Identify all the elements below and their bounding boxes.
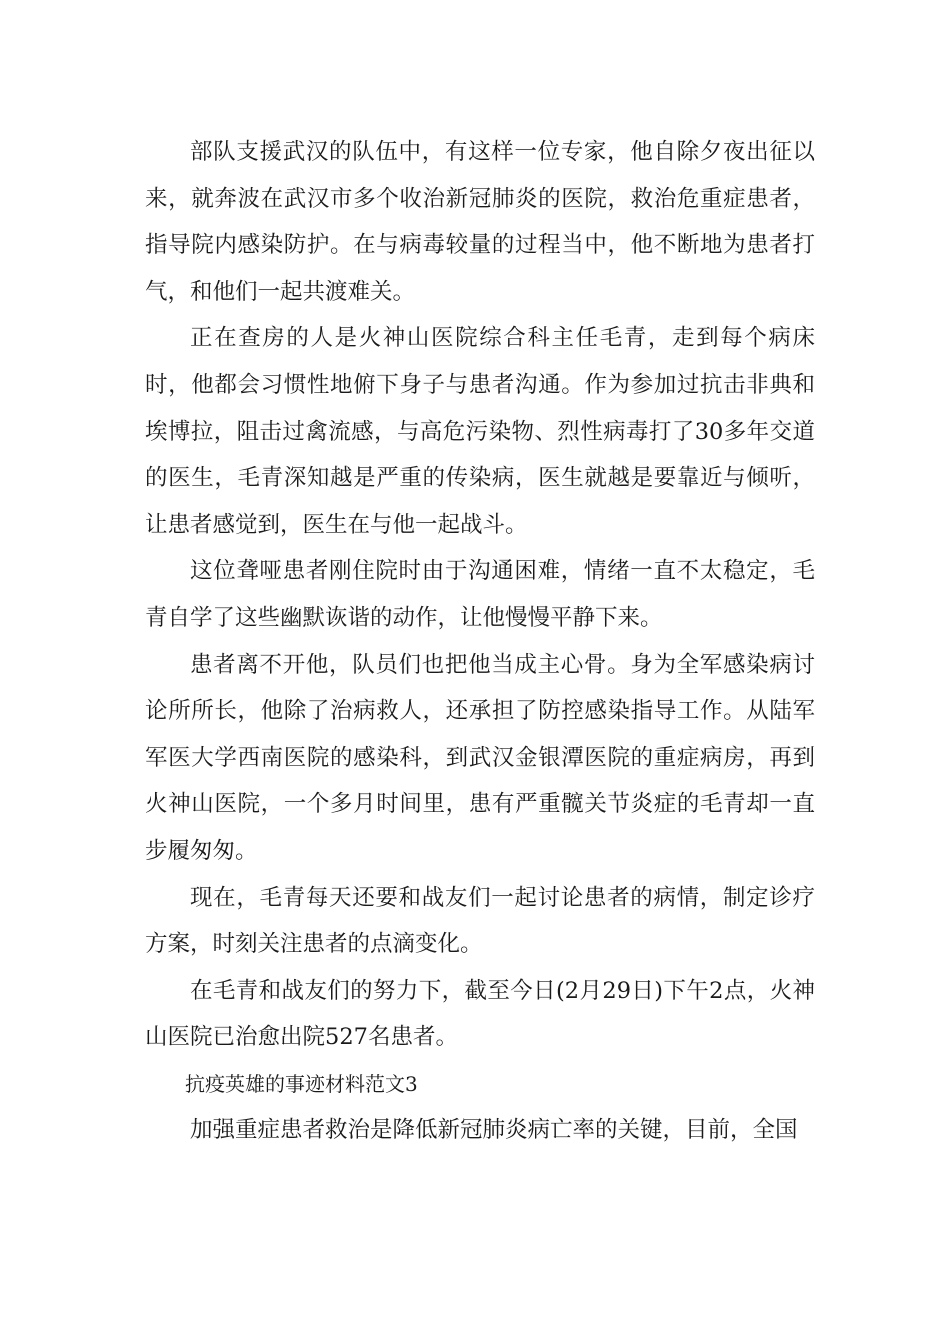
paragraph-1: 部队支援武汉的队伍中，有这样一位专家，他自除夕夜出征以来，就奔波在武汉市多个收治新冠肺炎的医院，救治危重症患者，指导院内感染防护。在与病毒较量的过程当中，他不断地为患者打气，和他们一起共渡难关。 — [145, 139, 815, 305]
paragraph-4: 患者离不开他，队员们也把他当成主心骨。身为全军感染病讨论所所长，他除了治病救人，还承担了防控感染指导工作。从陆军军医大学西南医院的感染科，到武汉金银潭医院的重症病房，再到火神山医院，一个多月时间里，患有严重髋关节炎症的毛青却一直步履匆匆。 — [145, 651, 815, 864]
paragraph-6: 在毛青和战友们的努力下，截至今日(2月29日)下午2点，火神山医院已治愈出院527名患者。 — [145, 977, 815, 1051]
paragraph-3: 这位聋哑患者刚住院时由于沟通困难，情绪一直不太稳定，毛青自学了这些幽默诙谐的动作，让他慢慢平静下来。 — [145, 558, 815, 631]
document-body — [145, 129, 815, 1154]
paragraph-7: 加强重症患者救治是降低新冠肺炎病亡率的关键，目前，全国 — [190, 1117, 798, 1144]
paragraph-2: 正在查房的人是火神山医院综合科主任毛青，走到每个病床时，他都会习惯性地俯下身子与患者沟通。作为参加过抗击非典和埃博拉，阻击过禽流感，与高危污染物、烈性病毒打了30多年交道的医生，毛青深知越是严重的传染病，医生就越是要靠近与倾听，让患者感觉到，医生在与他一起战斗。 — [145, 325, 815, 538]
paragraph-5: 现在，毛青每天还要和战友们一起讨论患者的病情，制定诊疗方案，时刻关注患者的点滴变化。 — [145, 884, 815, 958]
section-heading: 抗疫英雄的事迹材料范文3 — [185, 1071, 418, 1096]
